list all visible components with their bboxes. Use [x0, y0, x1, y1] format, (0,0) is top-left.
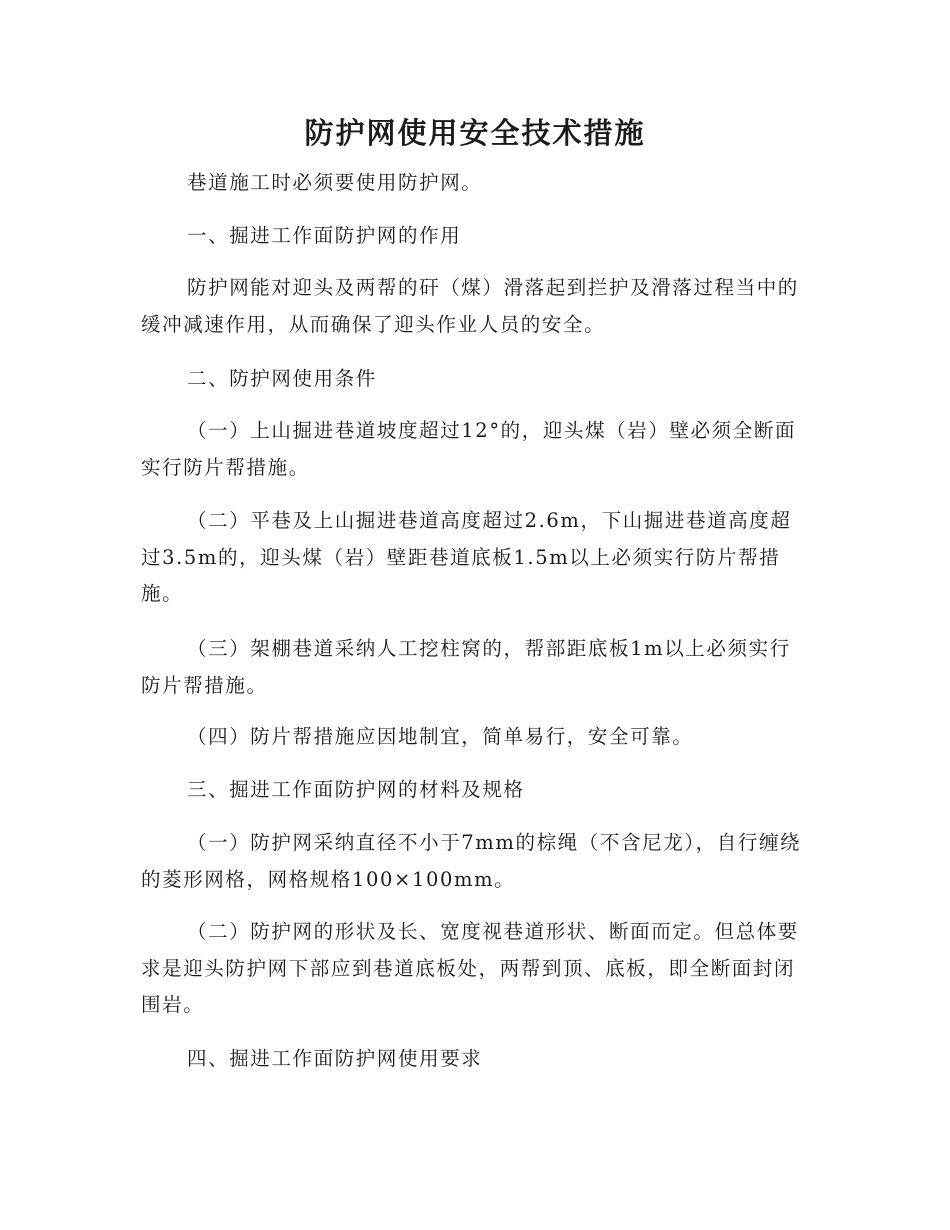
section-3-item-1: （一）防护网采纳直径不小于7mm的棕绳（不含尼龙），自行缠绕的菱形网格，网格规格100×100mm。 — [141, 831, 802, 891]
section-2-item-2: （二）平巷及上山掘进巷道高度超过2.6m，下山掘进巷道高度超过3.5m的，迎头煤（岩）壁距巷道底板1.5m以上必须实行防片帮措施。 — [141, 509, 792, 605]
section-2-item-1: （一）上山掘进巷道坡度超过12°的，迎头煤（岩）壁必须全断面实行防片帮措施。 — [141, 419, 797, 479]
section-2-item-4: （四）防片帮措施应因地制宜，简单易行，安全可靠。 — [187, 725, 694, 748]
intro-paragraph: 巷道施工时必须要使用防护网。 — [187, 171, 483, 194]
section-2-item-3: （三）架棚巷道采纳人工挖柱窝的，帮部距底板1m以上必须实行防片帮措施。 — [141, 637, 791, 697]
section-3-item-2: （二）防护网的形状及长、宽度视巷道形状、断面而定。但总体要求是迎头防护网下部应到巷道底板处，两帮到顶、底板，即全断面封闭围岩。 — [141, 920, 799, 1016]
section-heading-2: 二、防护网使用条件 — [187, 367, 377, 390]
section-heading-1: 一、掘进工作面防护网的作用 — [187, 224, 462, 247]
document-title: 防护网使用安全技术措施 — [304, 116, 646, 150]
section-heading-4: 四、掘进工作面防护网使用要求 — [187, 1047, 483, 1070]
section-1-paragraph: 防护网能对迎头及两帮的矸（煤）滑落起到拦护及滑落过程当中的缓冲减速作用，从而确保了迎头作业人员的安全。 — [141, 276, 799, 336]
section-heading-3: 三、掘进工作面防护网的材料及规格 — [187, 778, 525, 801]
